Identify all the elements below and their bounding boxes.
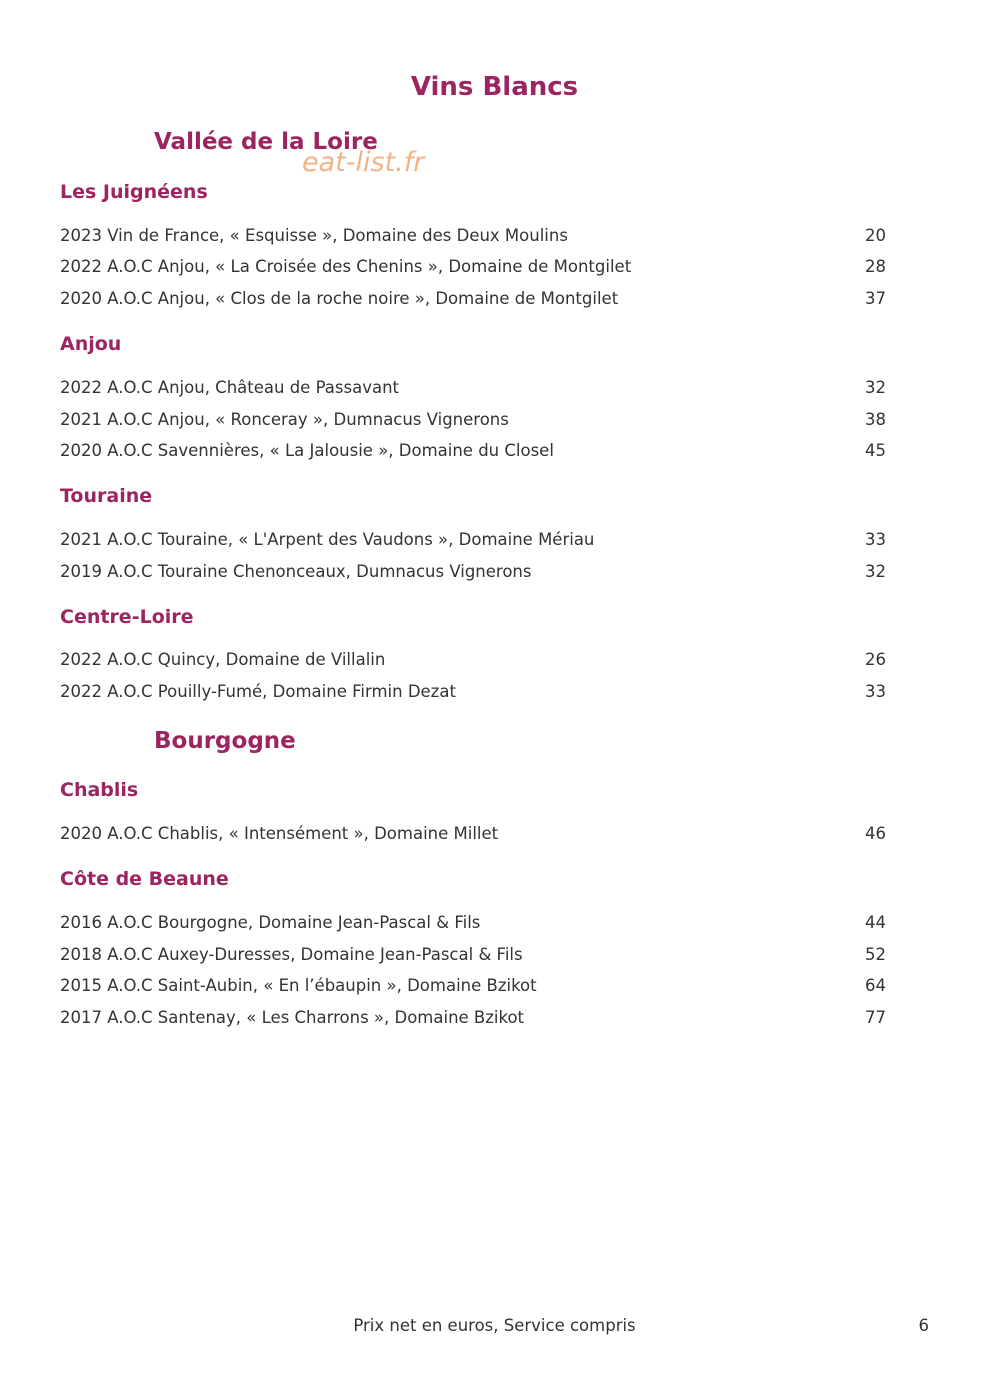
subregion-title-chablis: Chablis [60,779,139,801]
wine-price: 52 [865,945,886,964]
wine-price: 46 [865,824,886,843]
subregion-title-les-juigneens: Les Juignéens [60,181,208,203]
wine-name: 2016 A.O.C Bourgogne, Domaine Jean-Pascal & Fils [60,913,481,932]
wine-name: 2022 A.O.C Anjou, « La Croisée des Chenins », Domaine de Montgilet [60,257,632,276]
wine-price: 44 [865,913,886,932]
wine-name: 2020 A.O.C Chablis, « Intensément », Domaine Millet [60,824,499,843]
subregion-title-cote-de-beaune: Côte de Beaune [60,868,229,890]
wine-row [60,224,886,248]
region-title-bourgogne: Bourgogne [154,728,296,754]
wine-price: 33 [865,682,886,701]
wine-price: 64 [865,976,886,995]
wine-row [60,560,886,584]
watermark: eat-list.fr [302,147,425,178]
wine-row [60,648,886,672]
page-title: Vins Blancs [410,72,579,102]
wine-name: 2019 A.O.C Touraine Chenonceaux, Dumnacus Vignerons [60,562,532,581]
wine-name: 2017 A.O.C Santenay, « Les Charrons », Domaine Bzikot [60,1008,525,1027]
wine-name: 2022 A.O.C Pouilly-Fumé, Domaine Firmin Dezat [60,682,456,701]
page-number: 6 [918,1316,929,1335]
wine-price: 33 [865,530,886,549]
wine-row [60,680,886,704]
subregion-title-touraine: Touraine [60,485,153,507]
wine-row [60,1006,886,1030]
wine-name: 2022 A.O.C Quincy, Domaine de Villalin [60,650,386,669]
wine-name: 2018 A.O.C Auxey-Duresses, Domaine Jean-Pascal & Fils [60,945,523,964]
wine-price: 28 [865,257,886,276]
subregion-title-anjou: Anjou [60,333,122,355]
wine-row [60,822,886,846]
wine-name: 2015 A.O.C Saint-Aubin, « En l’ébaupin », Domaine Bzikot [60,976,537,995]
wine-name: 2020 A.O.C Anjou, « Clos de la roche noire », Domaine de Montgilet [60,289,619,308]
wine-name: 2020 A.O.C Savennières, « La Jalousie », Domaine du Closel [60,441,554,460]
wine-price: 20 [865,226,886,245]
region-title-vallee-de-la-loire: Vallée de la Loire [154,129,378,155]
wine-price: 37 [865,289,886,308]
wine-price: 77 [865,1008,886,1027]
wine-price: 32 [865,378,886,397]
footer-note: Prix net en euros, Service compris [353,1316,636,1335]
wine-price: 38 [865,410,886,429]
wine-row [60,911,886,935]
wine-row [60,943,886,967]
wine-name: 2023 Vin de France, « Esquisse », Domaine des Deux Moulins [60,226,568,245]
wine-price: 32 [865,562,886,581]
wine-name: 2022 A.O.C Anjou, Château de Passavant [60,378,399,397]
wine-row [60,376,886,400]
wine-row [60,255,886,279]
wine-name: 2021 A.O.C Anjou, « Ronceray », Dumnacus Vignerons [60,410,509,429]
wine-row [60,287,886,311]
wine-price: 45 [865,441,886,460]
wine-name: 2021 A.O.C Touraine, « L'Arpent des Vaudons », Domaine Mériau [60,530,595,549]
subregion-title-centre-loire: Centre-Loire [60,606,194,628]
wine-row [60,439,886,463]
wine-row [60,408,886,432]
wine-row [60,528,886,552]
wine-row [60,974,886,998]
wine-price: 26 [865,650,886,669]
